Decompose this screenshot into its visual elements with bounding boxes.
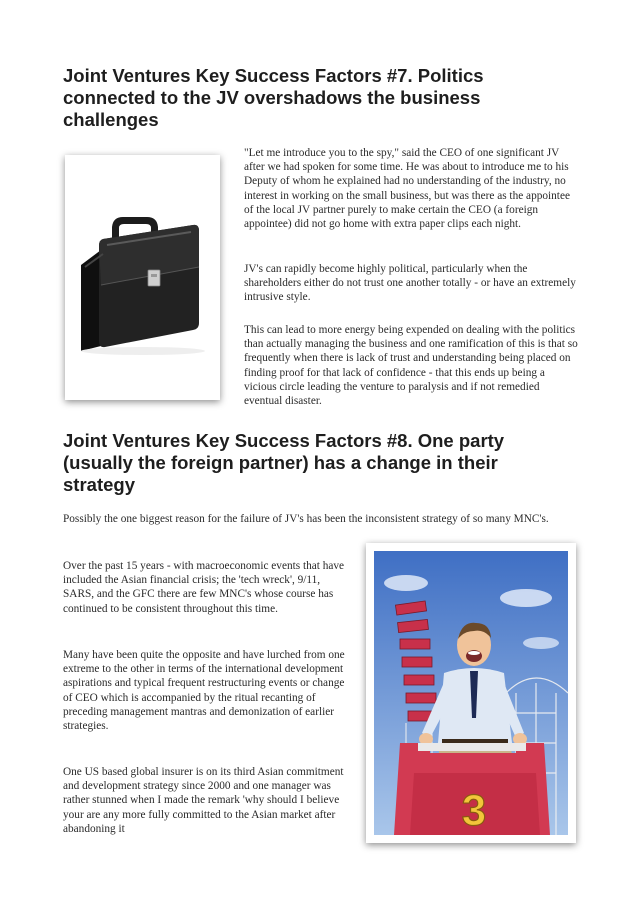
section-7-heading: Joint Ventures Key Success Factors #7. Politics connected to the JV overshadows the business challenges [63, 65, 484, 130]
section-8-paragraph: Over the past 15 years - with macroeconomic events that have included the Asian financial crisis; the 'tech wreck', 9/11, SARS, and the GFC there are few MNC's whose course has continued to be consistent throughout this time. [63, 560, 345, 615]
section-8-paragraph: Many have been quite the opposite and have lurched from one extreme to the other in terms of the international development aspirations and typical frequent restructuring events or change of CEO which is accompanied by the ritual recanting of preceding management mantras and demonization of earlier strategies. [63, 649, 345, 733]
section-8-heading: Joint Ventures Key Success Factors #8. One party (usually the foreign partner) has a change in their strategy [63, 430, 505, 495]
section-7-paragraph: JV's can rapidly become highly political, particularly when the shareholders either do not trust one another totally - or have an extremely intrusive style. [244, 263, 576, 304]
roller-coaster-icon [366, 543, 576, 843]
section-7-paragraph: This can lead to more energy being expended on dealing with the politics than actually managing the business and one ramification of this is that so frequently when there is lack of trust and understanding being placed on finding proof for that lack of confidence - that this ends up being a vicious circle leading the venture to paralysis and if not remedied eventual disaster. [244, 324, 578, 408]
coaster-number: 3 [461, 786, 487, 835]
roller-coaster-illustration [366, 543, 576, 843]
briefcase-icon [65, 155, 220, 400]
section-8-intro: Possibly the one biggest reason for the failure of JV's has been the inconsistent strategy of so many MNC's. [63, 513, 549, 525]
section-7-paragraph: "Let me introduce you to the spy," said the CEO of one significant JV after we had spoken for some time. He was about to introduce me to his Deputy of whom he explained had no understanding of the industry, no interest in working on the small business, but was there as the appointee of the local JV partner purely to make certain the CEO (a foreign appointee) did not go home with extra paper clips each night. [244, 147, 570, 231]
briefcase-photo [65, 155, 220, 400]
section-8-paragraph: One US based global insurer is on its third Asian commitment and development strategy since 2000 and one manager was rather stunned when I made the remark 'why should I believe your are any more fully committed to the Asian market after abandoning it [63, 766, 344, 835]
